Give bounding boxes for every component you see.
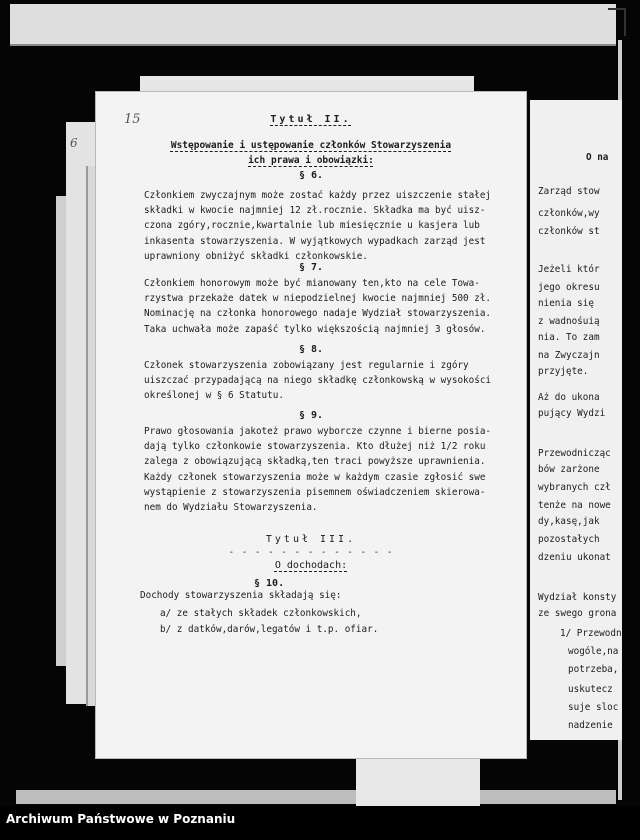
paragraph-6-heading: § 6.	[298, 170, 324, 181]
right-page-line: przyjęte.	[538, 366, 589, 377]
right-page-line: Jeżeli któr	[538, 264, 600, 275]
paragraph-7-text	[144, 276, 516, 337]
paragraph-10-item-b: b/ z datków,darów,legatów i t.p. ofiar.	[160, 624, 379, 635]
right-page-line: z wadnośuią	[538, 316, 600, 327]
right-page-line: Przewodnicząc	[538, 448, 611, 459]
section-heading-line1: Wstępowanie i ustępowanie członków Stowarzyszenia	[170, 140, 452, 151]
right-page-line: uskutecz	[568, 684, 613, 695]
right-page-line: na Zwyczajn	[538, 350, 600, 361]
text-line: wystąpienie z stowarzyszenia pisemnem oświadczeniem skierowa-	[144, 486, 486, 498]
text-line: Członek stowarzyszenia zobowiązany jest regularnie i zgóry	[144, 360, 469, 371]
bottom-page-fragment	[356, 754, 480, 806]
right-page-line: pujący Wydzi	[538, 408, 606, 419]
right-page-line: potrzeba,	[568, 664, 619, 675]
archive-footer-text: Archiwum Państwowe w Poznaniu	[6, 812, 236, 826]
right-page-line: pozostałych	[538, 534, 600, 545]
scan-frame-top	[10, 4, 616, 46]
paragraph-6-text	[144, 188, 516, 264]
text-line: określonej w § 6 Statutu.	[144, 390, 284, 402]
paragraph-9-heading: § 9.	[298, 410, 324, 421]
right-page-line: wogóle,na	[568, 646, 619, 657]
text-line: Prawo głosowania jakoteż prawo wyborcze czynne i bierne posia-	[144, 426, 492, 437]
text-line: inkasenta stowarzyszenia. W wyjątkowych wypadkach zarząd jest	[144, 235, 486, 247]
text-line: czona zgóry,rocznie,kwartalnie lub miesięcznie u kasjera lub	[144, 220, 480, 232]
text-line: Nominację na członka honorowego nadaje Wydział stowarzyszenia.	[144, 308, 492, 320]
right-page-line: dzeniu ukonat	[538, 552, 611, 563]
paragraph-10-intro: Dochody stowarzyszenia składają się:	[140, 590, 342, 601]
right-page-line: Aż do ukona	[538, 392, 600, 403]
paragraph-8-text	[144, 358, 516, 404]
right-page-line: tenże na nowe	[538, 500, 611, 511]
frame-corner-mark	[608, 8, 626, 36]
right-page-line: nadzenie	[568, 720, 613, 731]
right-page-line: jego okresu	[538, 282, 600, 293]
text-line: Taka uchwała może zapaść tylko większością najmniej 3 głosów.	[144, 323, 486, 335]
title-iii: Tytuł III.	[265, 534, 357, 545]
section-heading-line2: ich prawa i obowiązki:	[248, 155, 374, 166]
text-line: dają tylko członkowie stowarzyszenia. Kto dłużej niż 1/2 roku	[144, 441, 486, 453]
text-line: rzystwa przekaże datek w niepodzielnej kwocie najmniej 500 zł.	[144, 293, 492, 305]
right-page-line: 1/ Przewodn	[560, 628, 622, 639]
right-page-line: Zarząd stow	[538, 186, 600, 197]
right-page-line: ze swego grona	[538, 608, 617, 619]
right-page-line: bów zarżone	[538, 464, 600, 475]
text-line: Członkiem zwyczajnym może zostać każdy przez uiszczenie stałej	[144, 190, 492, 201]
right-page-line: dy,kasę,jak	[538, 516, 600, 527]
o-dochodach-heading: O dochodach:	[274, 560, 348, 571]
paragraph-10-heading: § 10.	[254, 578, 285, 589]
page-number-note: 15	[124, 112, 141, 127]
right-page-line: wybranych czł	[538, 482, 611, 493]
title-ii: Tytuł II.	[270, 114, 352, 125]
text-line: składki w kwocie najmniej 12 zł.rocznie. Składka ma być uisz-	[144, 205, 486, 217]
right-page-line: O na	[586, 152, 609, 163]
paragraph-9-text	[144, 424, 516, 515]
text-line: nem do Wydziału Stowarzyszenia.	[144, 501, 318, 513]
paragraph-10-item-a: a/ ze stałych składek członkowskich,	[160, 608, 362, 619]
left-page-marker: 6	[70, 136, 78, 150]
text-line: Każdy członek stowarzyszenia może w każdym czasie zgłosić swe	[144, 471, 486, 483]
right-page-line: Wydział konsty	[538, 592, 617, 603]
bottom-strip	[16, 790, 616, 804]
right-page-line: członków,wy	[538, 208, 600, 219]
text-line: zalega z obowiązującą składką,ten traci powyższe uprawnienia.	[144, 456, 486, 468]
text-line: uprawniony obniżyć składki członkowskie.	[144, 250, 368, 262]
text-line: uiszczać przypadającą na niego składkę członkowską w wysokości	[144, 375, 492, 387]
right-document-page	[530, 100, 622, 740]
right-page-line: członków st	[538, 226, 600, 237]
paragraph-8-heading: § 8.	[298, 344, 324, 355]
paragraph-7-heading: § 7.	[298, 262, 324, 273]
title-iii-underline: - - - - - - - - - - - - -	[228, 547, 394, 558]
right-page-line: suje sloc	[568, 702, 619, 713]
right-page-line: nienia się	[538, 298, 594, 309]
text-line: Członkiem honorowym może być mianowany ten,kto na cele Towa-	[144, 278, 480, 289]
document-page	[96, 92, 526, 758]
right-page-line: nia. To zam	[538, 332, 600, 343]
